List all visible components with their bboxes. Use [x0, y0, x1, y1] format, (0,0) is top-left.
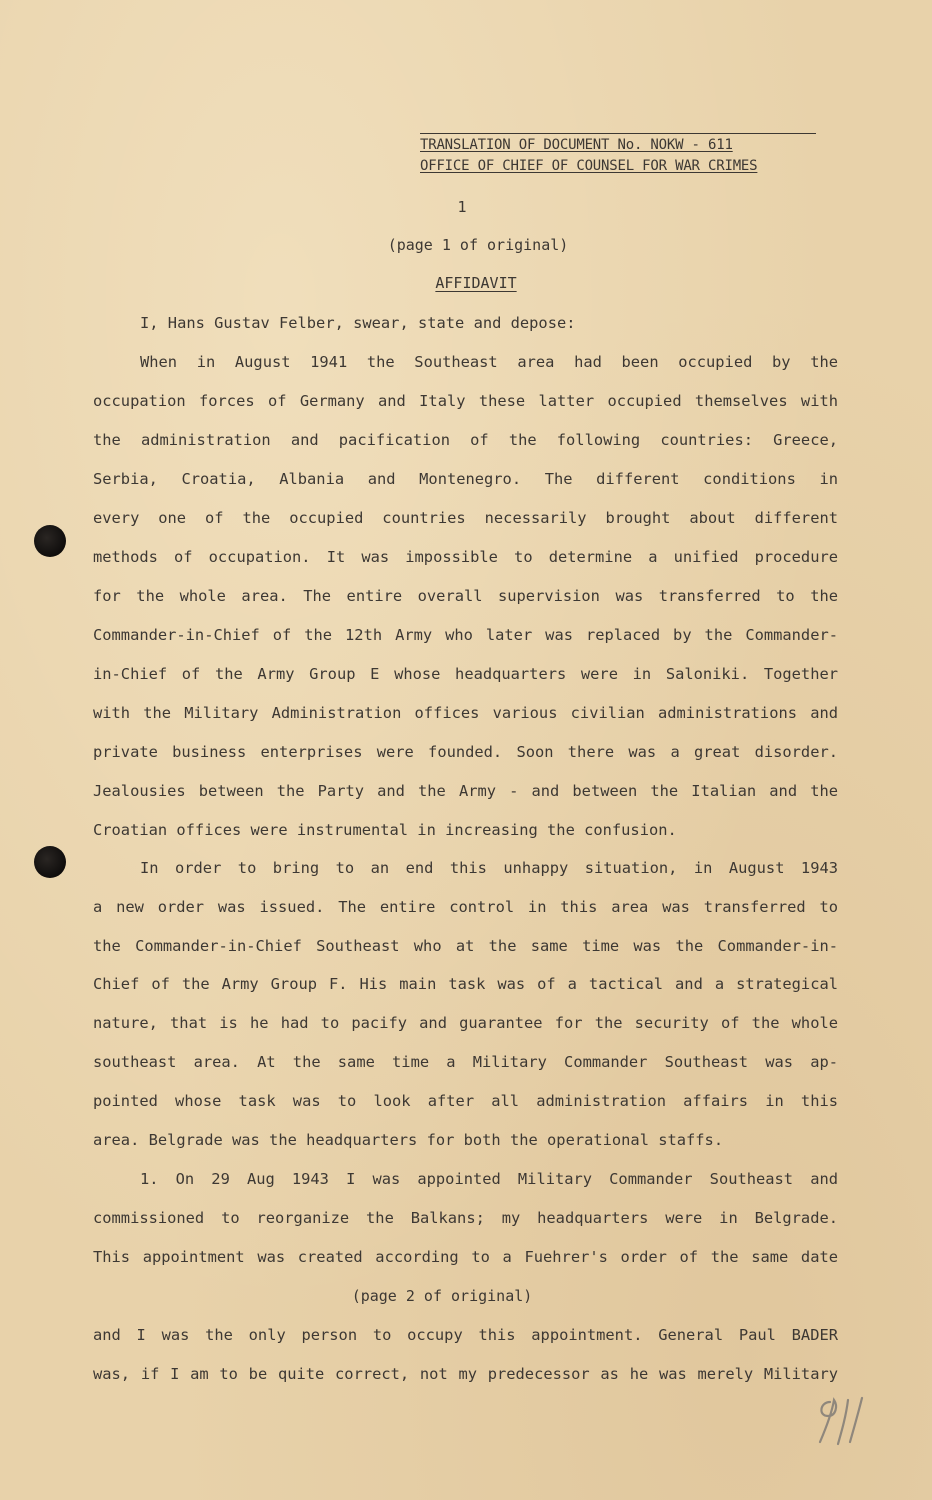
punch-hole — [34, 846, 66, 878]
body-line: Croatian offices were instrumental in increasing the confusion. — [93, 821, 677, 839]
body-line: area. Belgrade was the headquarters for both the operational staffs. — [93, 1131, 724, 1149]
header-rule — [420, 133, 816, 134]
body-line: commissioned to reorganize the Balkans; my headquarters were in Belgrade. — [93, 1209, 838, 1227]
punch-hole — [34, 525, 66, 557]
body-line: occupation forces of Germany and Italy these latter occupied themselves with — [93, 392, 838, 410]
body-line: southeast area. At the same time a Military Commander Southeast was ap- — [93, 1053, 838, 1071]
body-line: I, Hans Gustav Felber, swear, state and depose: — [140, 314, 576, 332]
body-line: nature, that is he had to pacify and guarantee for the security of the whole — [93, 1014, 838, 1032]
original-page-marker: (page 1 of original) — [387, 236, 569, 254]
body-line: In order to bring to an end this unhappy situation, in August 1943 — [140, 859, 838, 877]
body-line: methods of occupation. It was impossible to determine a unified procedure — [93, 548, 838, 566]
page-number: 1 — [457, 198, 467, 216]
body-line: in-Chief of the Army Group E whose headquarters were in Saloniki. Together — [93, 665, 838, 683]
body-line: and I was the only person to occupy this appointment. General Paul BADER — [93, 1326, 838, 1344]
body-line: When in August 1941 the Southeast area had been occupied by the — [140, 353, 838, 371]
body-line: Commander-in-Chief of the 12th Army who later was replaced by the Commander- — [93, 626, 838, 644]
body-line: was, if I am to be quite correct, not my predecessor as he was merely Military — [93, 1365, 838, 1383]
original-page-marker: (page 2 of original) — [351, 1287, 533, 1305]
body-line: 1. On 29 Aug 1943 I was appointed Military Commander Southeast and — [140, 1170, 838, 1188]
body-line: Chief of the Army Group F. His main task was of a tactical and a strategical — [93, 975, 838, 993]
body-line: every one of the occupied countries necessarily brought about different — [93, 509, 838, 527]
body-line: with the Military Administration offices various civilian administrations and — [93, 704, 838, 722]
header-office: OFFICE OF CHIEF OF COUNSEL FOR WAR CRIMES — [420, 158, 758, 174]
header-document-number: TRANSLATION OF DOCUMENT No. NOKW - 611 — [420, 137, 733, 153]
body-line: the administration and pacification of the following countries: Greece, — [93, 431, 838, 449]
document-title: AFFIDAVIT — [435, 274, 517, 292]
handwritten-page-number — [812, 1388, 872, 1448]
body-line: Jealousies between the Party and the Army - and between the Italian and the — [93, 782, 838, 800]
body-line: Serbia, Croatia, Albania and Montenegro. The different conditions in — [93, 470, 838, 488]
body-line: a new order was issued. The entire control in this area was transferred to — [93, 898, 838, 916]
body-line: This appointment was created according to a Fuehrer's order of the same date — [93, 1248, 838, 1266]
body-line: private business enterprises were founded. Soon there was a great disorder. — [93, 743, 838, 761]
body-line: pointed whose task was to look after all administration affairs in this — [93, 1092, 838, 1110]
body-line: for the whole area. The entire overall supervision was transferred to the — [93, 587, 838, 605]
body-line: the Commander-in-Chief Southeast who at the same time was the Commander-in- — [93, 937, 838, 955]
